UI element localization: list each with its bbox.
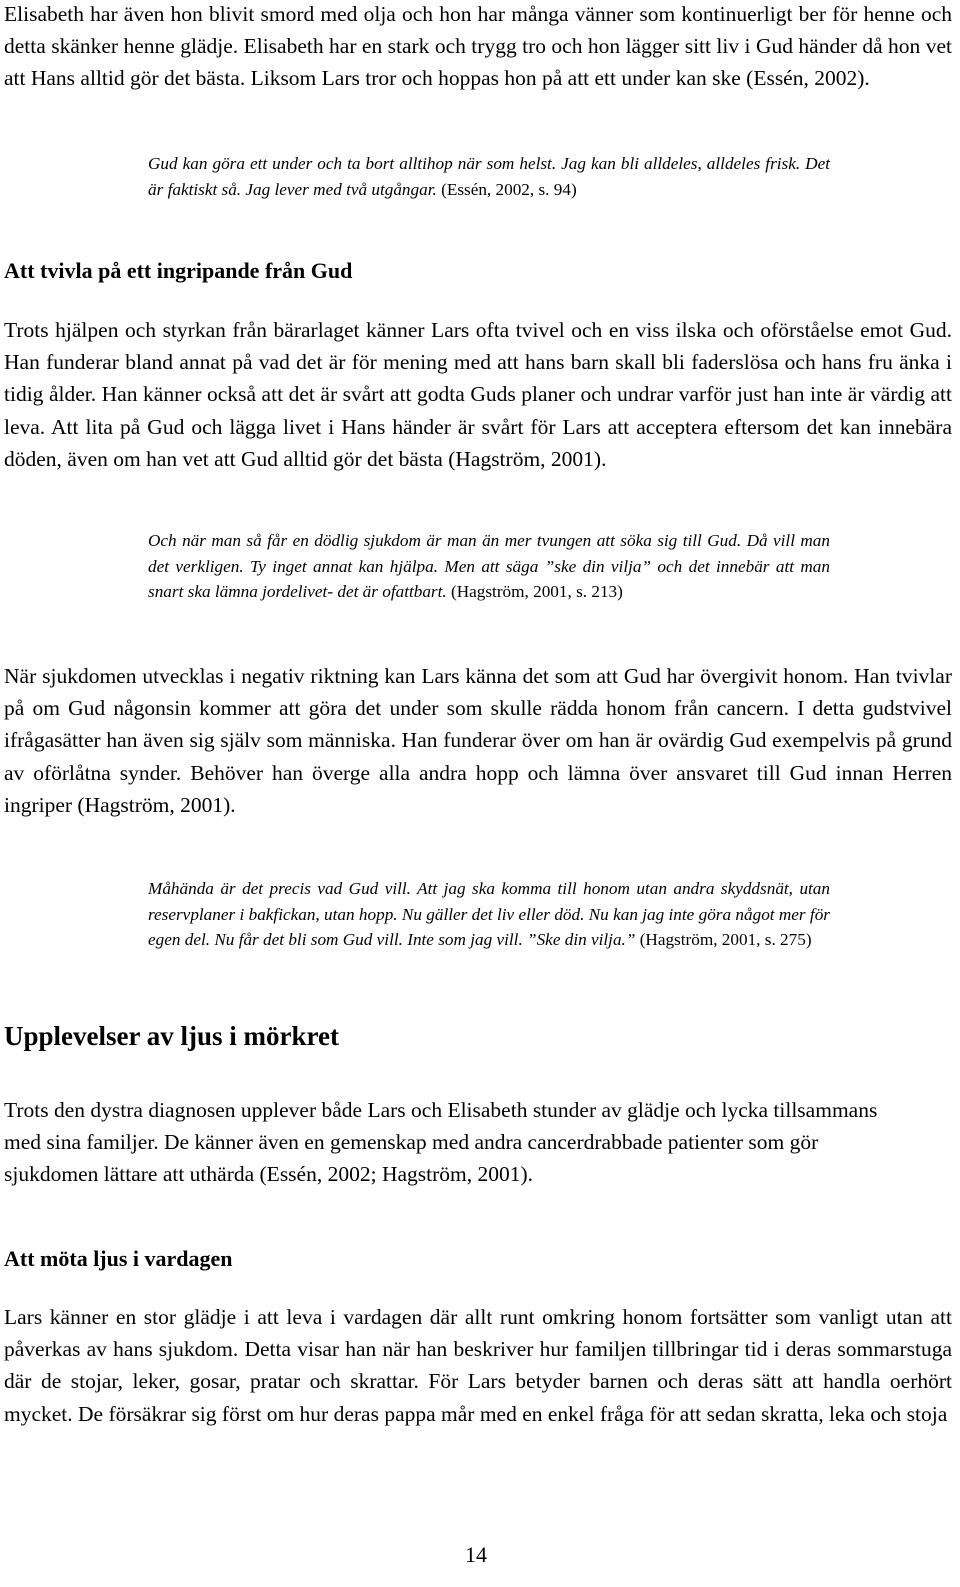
quote-text: Och när man så får en dödlig sjukdom är man än mer tvungen att söka sig till Gud. Då vill man det verkligen. Ty inget annat kan hjälpa. Men att säga ”ske din vilja” och det innebär att man snart ska lämna jordelivet- det är ofattbart. — [148, 531, 830, 602]
paragraph-lars-everyday: Lars känner en stor glädje i att leva i vardagen där allt runt omkring honom fortsätter som vanligt utan att påverkas av hans sjukdom. Detta visar han när han beskriver hur familjen tillbringar tid i deras sommarstuga där de stojar, leker, gosar, pratar och skrattar. För Lars betyder barnen och deras sätt att handla oerhört mycket. De försäkrar sig först om hur deras pappa mår med en enkel fråga för att sedan skratta, leka och stoja — [4, 1305, 952, 1426]
heading-upplevelser: Upplevelser av ljus i mörkret — [4, 1021, 339, 1051]
quote-text: Måhända är det precis vad Gud vill. Att jag ska komma till honom utan andra skyddsnät, utan reservplaner i bakfickan, utan hopp. Nu gäller det liv eller död. Nu kan jag inte göra något mer för egen del. Nu får det bli som Gud vill. Inte som jag vill. ”Ske din vilja.” — [148, 879, 830, 950]
paragraph-lars-abandoned: När sjukdomen utvecklas i negativ riktning kan Lars känna det som att Gud har övergivit honom. Han tvivlar på om Gud någonsin kommer att göra det under som skulle rädda honom från cancern. I detta gudstvivel ifrågasätter han även sig själv som människa. Han funderar över om han är ovärdig Gud exempelvis på grund av oförlåtna synder. Behöver han överge alla andra hopp och lämna över ansvaret till Gud innan Herren ingriper (Hagström, 2001). — [4, 664, 952, 817]
quote-text: Gud kan göra ett under och ta bort alltihop när som helst. Jag kan bli alldeles, alldeles frisk. Det är faktiskt så. Jag lever med två utgångar. — [148, 154, 830, 199]
paragraph-joy-together: Trots den dystra diagnosen upplever både Lars och Elisabeth stunder av glädje och lycka tillsammans med sina familjer. De känner även en gemenskap med andra cancerdrabbade patienter som gör sjukdomen lättare att uthärda (Essén, 2002; Hagström, 2001). — [4, 1098, 878, 1187]
quote-hagstrom-213 — [148, 528, 830, 605]
quote-hagstrom-275 — [148, 876, 830, 953]
paragraph-lars-doubt: Trots hjälpen och styrkan från bärarlaget känner Lars ofta tvivel och en viss ilska och oförståelse emot Gud. Han funderar bland annat på vad det är för mening med att hans barn skall bli faderslösa och hans fru änka i tidig ålder. Han känner också att det är svårt att godta Guds planer och undrar varför just han inte är värdig att leva. Att lita på Gud och lägga livet i Hans händer är svårt för Lars att acceptera eftersom det kan innebära döden, även om han vet att Gud alltid gör det bästa (Hagström, 2001). — [4, 318, 952, 471]
page-number: 14 — [465, 1542, 487, 1567]
heading-att-tvivla: Att tvivla på ett ingripande från Gud — [4, 258, 353, 283]
heading-att-mota-ljus: Att möta ljus i vardagen — [4, 1246, 233, 1271]
quote-citation: (Essén, 2002, s. 94) — [441, 179, 577, 199]
quote-essen-94 — [148, 151, 830, 202]
paragraph-elisabeth-faith: Elisabeth har även hon blivit smord med olja och hon har många vänner som kontinuerligt ber för henne och detta skänker henne glädje. Elisabeth har en stark och trygg tro och hon lägger sitt liv i Gud händer då hon vet att Hans alltid gör det bästa. Liksom Lars tror och hoppas hon på att ett under kan ske (Essén, 2002). — [4, 2, 952, 91]
quote-citation: (Hagström, 2001, s. 213) — [451, 582, 623, 602]
quote-citation: (Hagström, 2001, s. 275) — [639, 930, 812, 950]
